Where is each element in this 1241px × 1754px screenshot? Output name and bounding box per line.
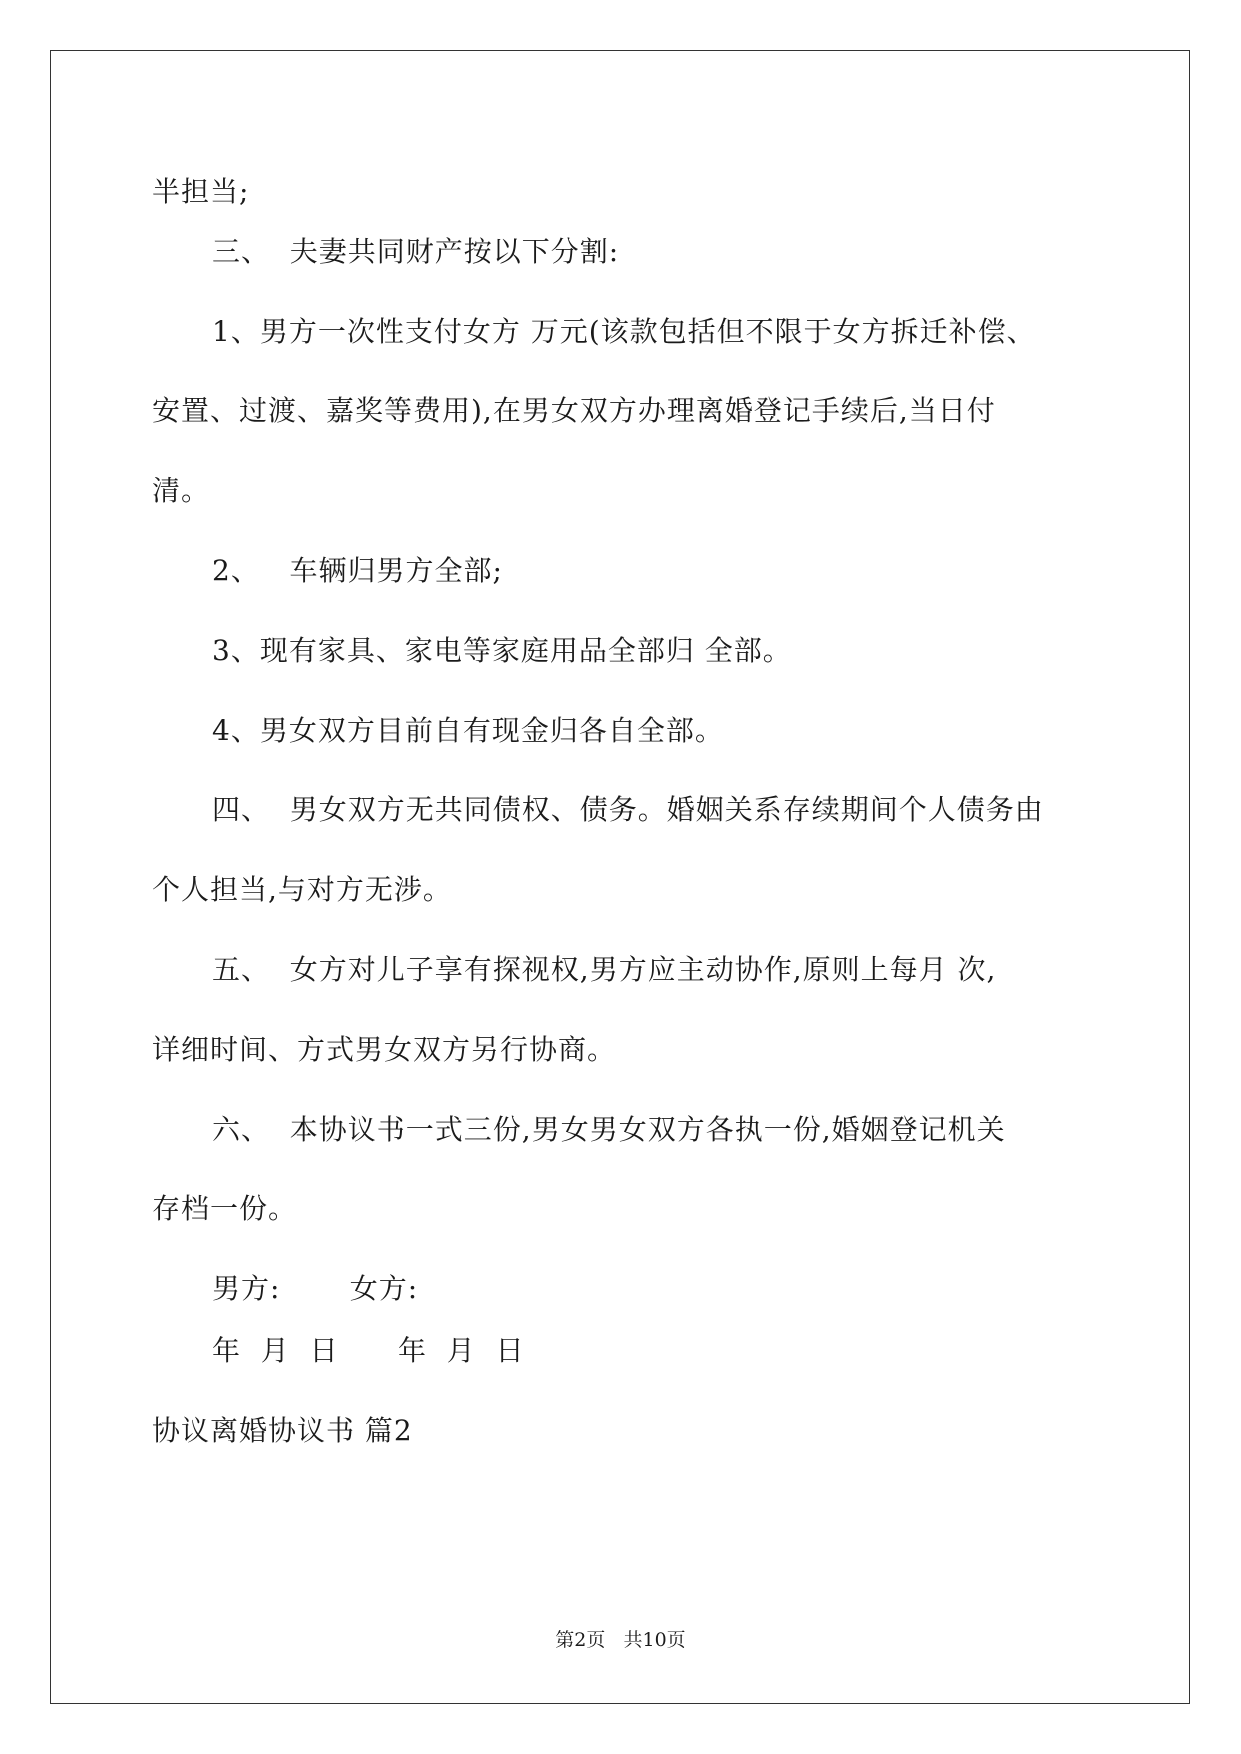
text-line: 1、男方一次性支付女方 万元(该款包括但不限于女方拆迁补偿、: [212, 315, 1036, 348]
text-line: 2、 车辆归男方全部;: [212, 554, 503, 587]
text-line: 个人担当,与对方无涉。: [152, 873, 452, 906]
text-line: 清。: [152, 474, 211, 507]
section-heading-four: 四、 男女双方无共同债权、债务。婚姻关系存续期间个人债务由: [212, 793, 1044, 826]
text-line: 存档一份。: [152, 1192, 298, 1225]
section-heading-three: 三、 夫妻共同财产按以下分割:: [212, 235, 620, 268]
text-line: 4、男女双方目前自有现金归各自全部。: [212, 714, 724, 747]
signature-labels: 男方: 女方:: [212, 1272, 419, 1305]
section-heading-five: 五、 女方对儿子享有探视权,男方应主动协作,原则上每月 次,: [212, 953, 997, 986]
text-line: 安置、过渡、嘉奖等费用),在男女双方办理离婚登记手续后,当日付: [152, 394, 996, 427]
signature-dates: 年 月 日 年 月 日: [212, 1334, 525, 1367]
page-number-footer: 第2页 共10页: [555, 1629, 686, 1651]
text-line: 详细时间、方式男女双方另行协商。: [152, 1033, 617, 1066]
section-heading-six: 六、 本协议书一式三份,男女男女双方各执一份,婚姻登记机关: [212, 1113, 1006, 1146]
text-line: 半担当;: [152, 175, 250, 208]
text-line: 3、现有家具、家电等家庭用品全部归 全部。: [212, 634, 792, 667]
next-document-title: 协议离婚协议书 篇2: [152, 1414, 413, 1447]
